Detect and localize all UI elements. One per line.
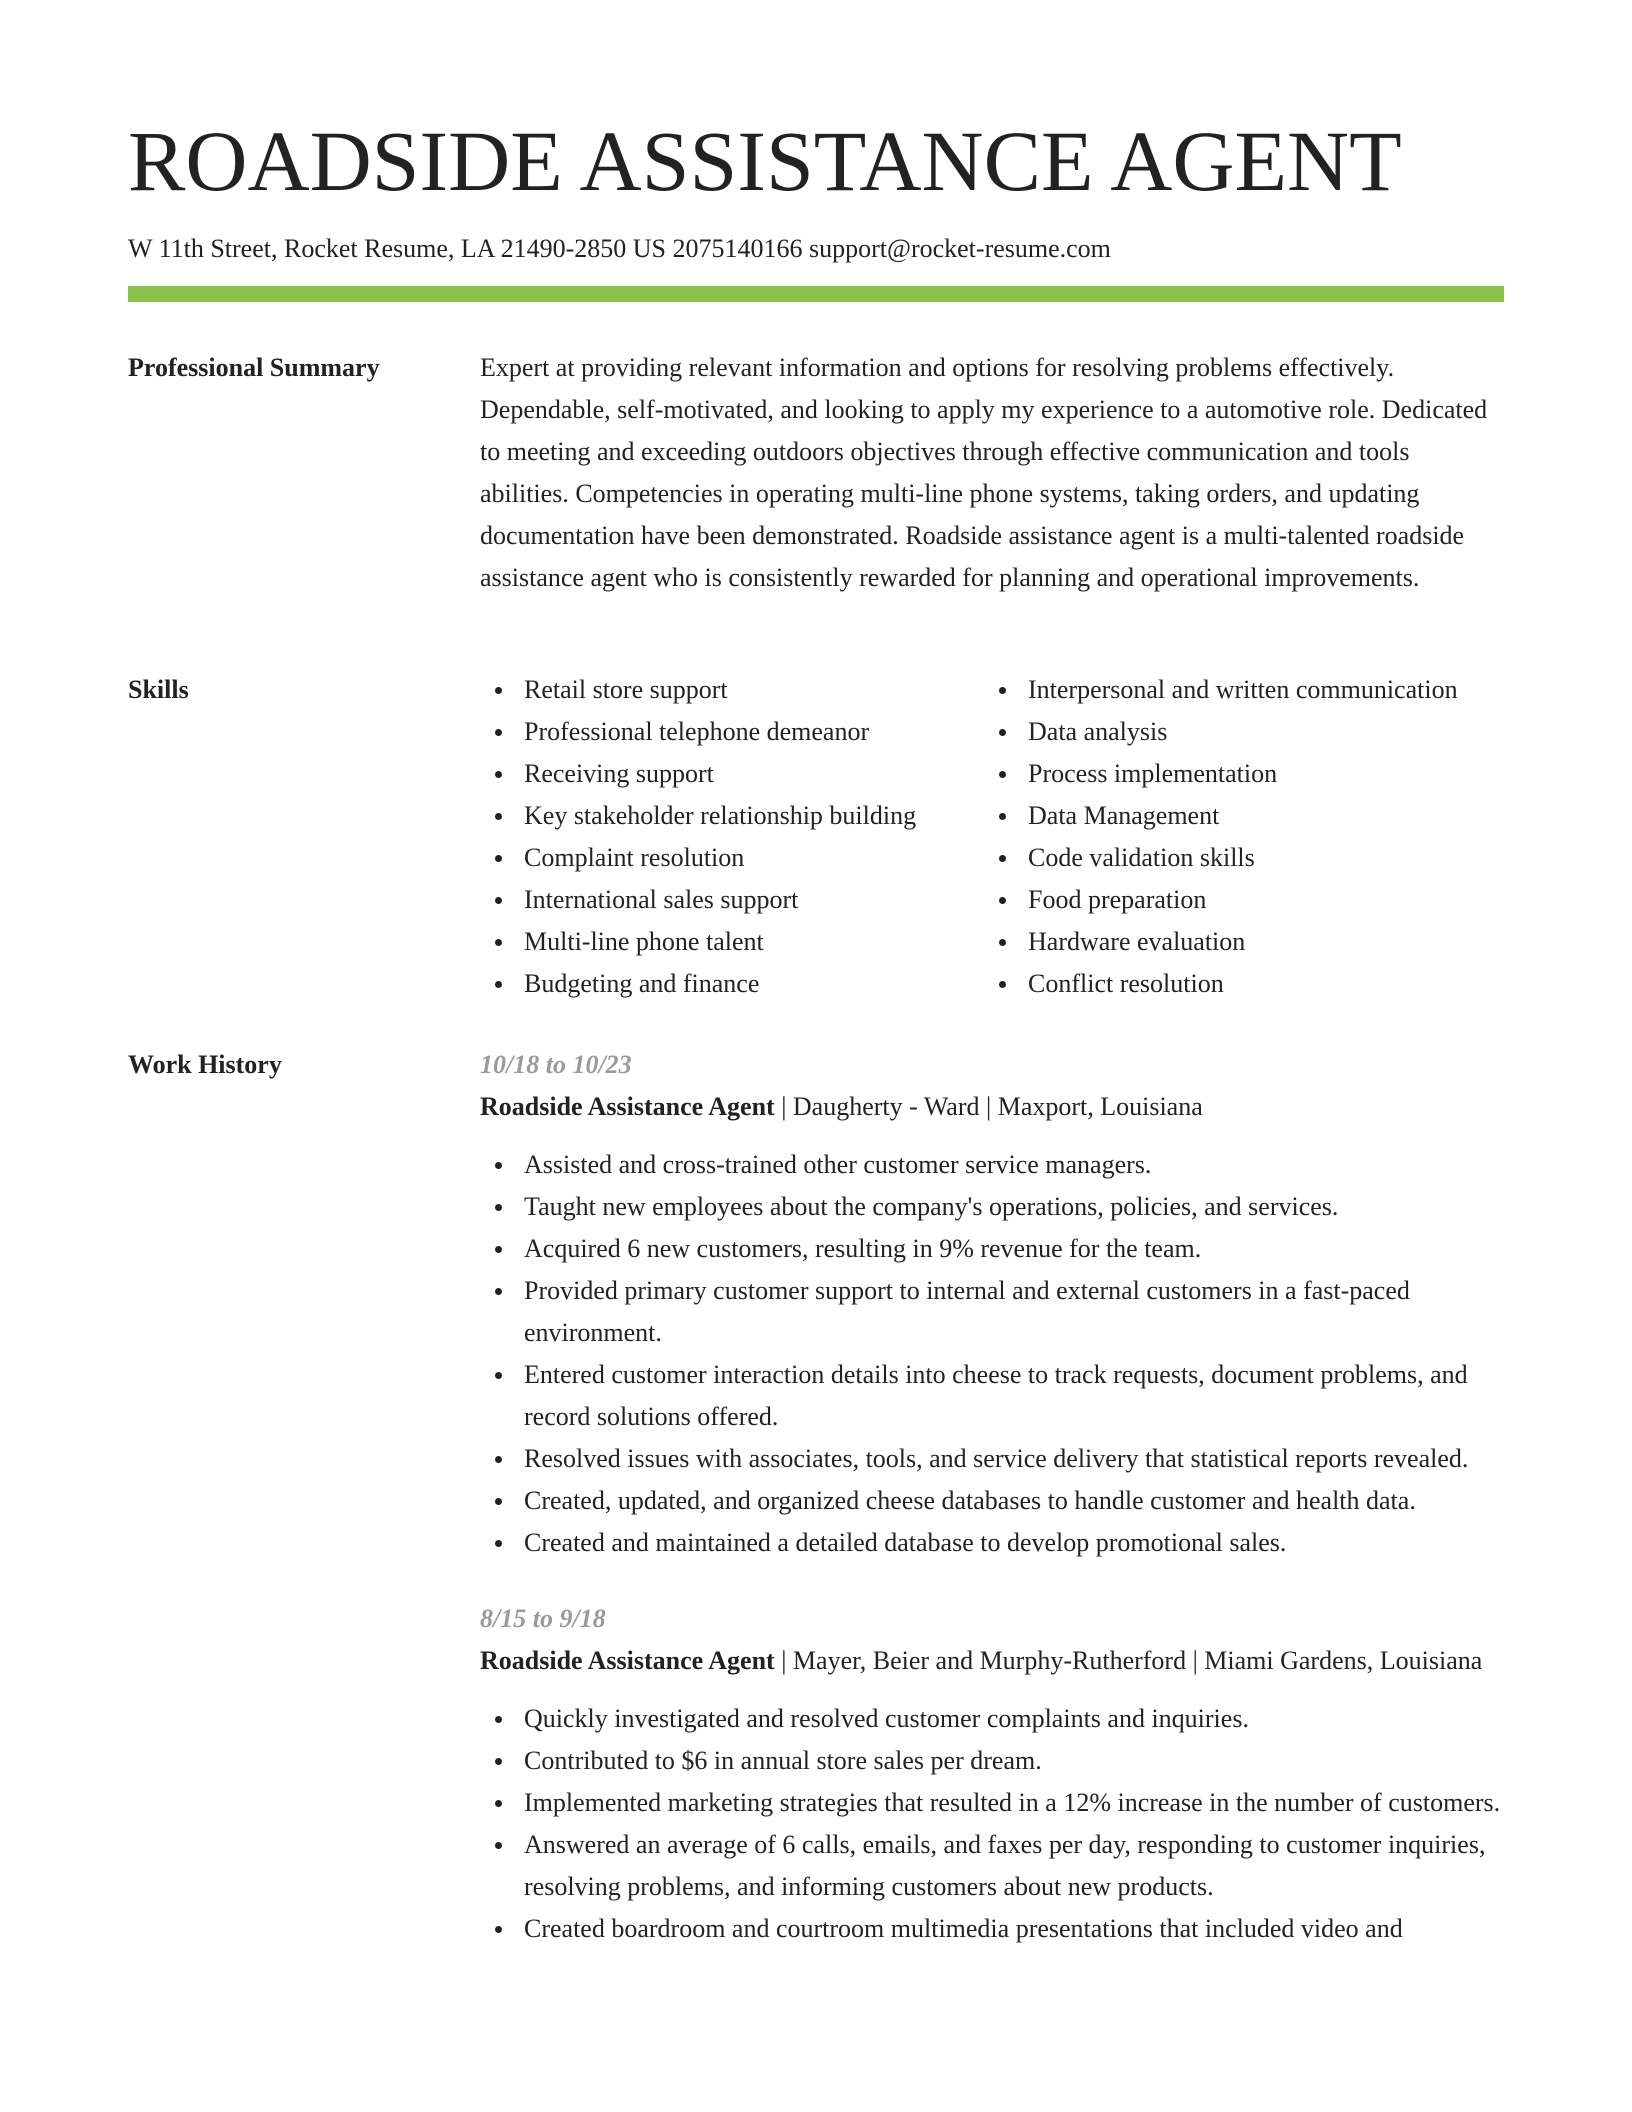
- accent-divider: [128, 286, 1504, 302]
- skill-item: Process implementation: [984, 753, 1510, 795]
- job-bullet: Implemented marketing strategies that resulted in a 12% increase in the number of customers.: [480, 1782, 1504, 1824]
- skill-item: Receiving support: [480, 753, 984, 795]
- skill-item: Hardware evaluation: [984, 921, 1510, 963]
- skill-item: Data analysis: [984, 711, 1510, 753]
- summary-content: [480, 347, 1504, 599]
- skill-item: Multi-line phone talent: [480, 921, 984, 963]
- job-title: Roadside Assistance Agent: [480, 1092, 775, 1121]
- skill-item: Key stakeholder relationship building: [480, 795, 984, 837]
- skill-item: International sales support: [480, 879, 984, 921]
- skills-content: [480, 669, 1504, 1005]
- job-entry: [480, 1598, 1504, 1950]
- skills-list-right: [984, 669, 1510, 1005]
- job-bullet-list: [480, 1144, 1504, 1564]
- job-bullet: Provided primary customer support to internal and external customers in a fast-paced environment.: [480, 1270, 1504, 1354]
- job-bullet: Resolved issues with associates, tools, and service delivery that statistical reports revealed.: [480, 1438, 1504, 1480]
- job-bullet: Created and maintained a detailed database to develop promotional sales.: [480, 1522, 1504, 1564]
- job-bullet: Quickly investigated and resolved customer complaints and inquiries.: [480, 1698, 1504, 1740]
- job-title-line: [480, 1086, 1504, 1128]
- job-bullet-list: [480, 1698, 1504, 1950]
- job-employer-location: | Mayer, Beier and Murphy-Rutherford | Miami Gardens, Louisiana: [774, 1646, 1483, 1675]
- summary-text: Expert at providing relevant information and options for resolving problems effectively. Dependable, self-motivated, and looking to apply my experience to a automotive role. Dedicated to meeting and exceeding outdoors objectives through effective communication and tools abilities. Competencies in operating multi-line phone systems, taking orders, and updating documentation have been demonstrated. Roadside assistance agent is a multi-talented roadside assistance agent who is consistently rewarded for planning and operational improvements.: [480, 353, 1488, 592]
- contact-line: W 11th Street, Rocket Resume, LA 21490-2850 US 2075140166 support@rocket-resume.com: [128, 234, 1111, 263]
- skills-columns: [480, 669, 1510, 1005]
- job-dates: 8/15 to 9/18: [480, 1604, 606, 1633]
- job-bullet: Created, updated, and organized cheese databases to handle customer and health data.: [480, 1480, 1504, 1522]
- job-dates: 10/18 to 10/23: [480, 1050, 632, 1079]
- skill-item: Code validation skills: [984, 837, 1510, 879]
- skill-item: Interpersonal and written communication: [984, 669, 1510, 711]
- skills-list-left: [480, 669, 984, 1005]
- job-entry: [480, 1044, 1504, 1564]
- skill-item: Retail store support: [480, 669, 984, 711]
- candidate-name: ROADSIDE ASSISTANCE AGENT: [128, 113, 1402, 209]
- skill-item: Complaint resolution: [480, 837, 984, 879]
- job-bullet: Entered customer interaction details into cheese to track requests, document problems, and record solutions offered.: [480, 1354, 1504, 1438]
- job-bullet: Answered an average of 6 calls, emails, and faxes per day, responding to customer inquiries, resolving problems, and informing customers about new products.: [480, 1824, 1504, 1908]
- summary-section-label: Professional Summary: [128, 353, 380, 382]
- job-bullet: Acquired 6 new customers, resulting in 9% revenue for the team.: [480, 1228, 1504, 1270]
- job-employer-location: | Daugherty - Ward | Maxport, Louisiana: [774, 1092, 1203, 1121]
- job-bullet: Taught new employees about the company's operations, policies, and services.: [480, 1186, 1504, 1228]
- skill-item: Conflict resolution: [984, 963, 1510, 1005]
- work-history-content: [480, 1044, 1504, 1950]
- job-bullet: Assisted and cross-trained other customer service managers.: [480, 1144, 1504, 1186]
- skill-item: Budgeting and finance: [480, 963, 984, 1005]
- job-title-line: [480, 1640, 1504, 1682]
- skill-item: Professional telephone demeanor: [480, 711, 984, 753]
- job-bullet: Created boardroom and courtroom multimedia presentations that included video and: [480, 1908, 1504, 1950]
- skills-section-label: Skills: [128, 675, 189, 704]
- job-bullet: Contributed to $6 in annual store sales per dream.: [480, 1740, 1504, 1782]
- skill-item: Data Management: [984, 795, 1510, 837]
- work-history-section-label: Work History: [128, 1050, 282, 1079]
- job-title: Roadside Assistance Agent: [480, 1646, 775, 1675]
- skill-item: Food preparation: [984, 879, 1510, 921]
